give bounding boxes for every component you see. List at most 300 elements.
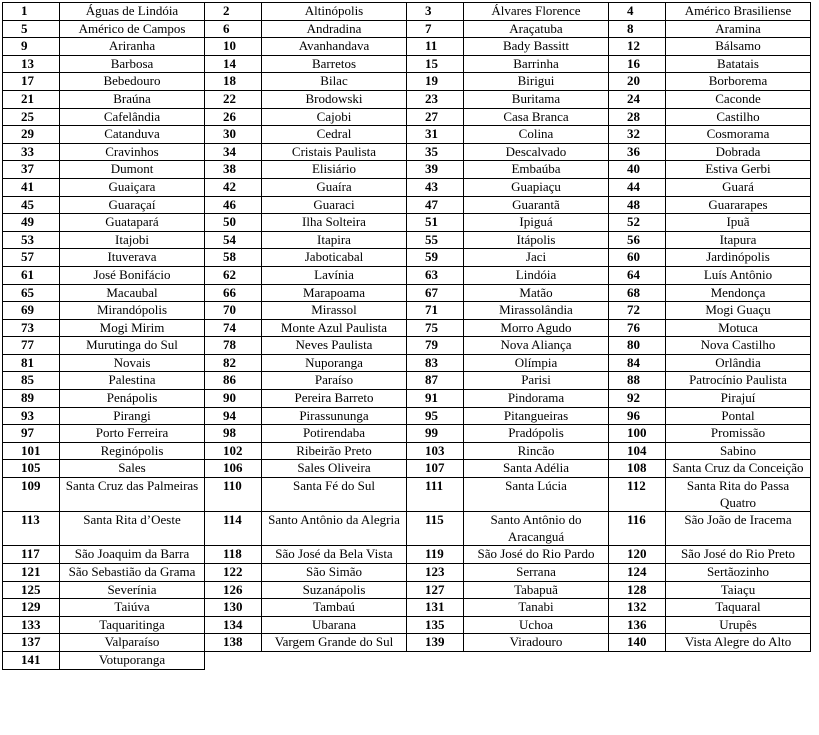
- municipality-number: 77: [3, 337, 60, 355]
- municipality-name: Álvares Florence: [464, 3, 609, 21]
- municipality-number: 11: [407, 38, 464, 56]
- municipality-number: 4: [609, 3, 666, 21]
- municipality-number: 103: [407, 442, 464, 460]
- municipality-name: Ilha Solteira: [262, 214, 407, 232]
- municipality-name: Bálsamo: [666, 38, 811, 56]
- table-row: [3, 20, 811, 38]
- municipality-number: 127: [407, 581, 464, 599]
- municipality-number: 86: [205, 372, 262, 390]
- municipality-number: 109: [3, 478, 60, 512]
- municipality-number: 35: [407, 143, 464, 161]
- municipality-name: Bady Bassitt: [464, 38, 609, 56]
- municipality-name: Santa Cruz das Palmeiras: [60, 478, 205, 512]
- municipality-name: Tabapuã: [464, 581, 609, 599]
- municipality-name: Votuporanga: [60, 651, 205, 669]
- municipality-name: Dobrada: [666, 143, 811, 161]
- municipality-name: Suzanápolis: [262, 581, 407, 599]
- municipality-number: 53: [3, 231, 60, 249]
- municipality-name: São João de Iracema: [666, 512, 811, 546]
- municipality-number: 60: [609, 249, 666, 267]
- table-row: [3, 302, 811, 320]
- municipality-name: Ubarana: [262, 616, 407, 634]
- municipality-number: 13: [3, 55, 60, 73]
- municipality-name: Cajobi: [262, 108, 407, 126]
- municipality-number: 108: [609, 460, 666, 478]
- municipality-name: Santa Adélia: [464, 460, 609, 478]
- municipality-number: 139: [407, 634, 464, 652]
- municipality-number: 66: [205, 284, 262, 302]
- municipality-number: 98: [205, 425, 262, 443]
- municipality-number: 34: [205, 143, 262, 161]
- municipality-name: Pontal: [666, 407, 811, 425]
- municipality-name: Barretos: [262, 55, 407, 73]
- municipality-name: Lindóia: [464, 266, 609, 284]
- municipality-number: 36: [609, 143, 666, 161]
- municipality-name: Sales Oliveira: [262, 460, 407, 478]
- municipality-number: 38: [205, 161, 262, 179]
- table-row: [3, 651, 811, 669]
- municipality-number: 14: [205, 55, 262, 73]
- municipality-name: Américo Brasiliense: [666, 3, 811, 21]
- municipality-number: 69: [3, 302, 60, 320]
- table-row: [3, 178, 811, 196]
- municipality-number: 48: [609, 196, 666, 214]
- municipality-name: Bilac: [262, 73, 407, 91]
- municipality-name: Cristais Paulista: [262, 143, 407, 161]
- municipality-number: 29: [3, 126, 60, 144]
- municipality-number: 90: [205, 390, 262, 408]
- municipality-name: Cedral: [262, 126, 407, 144]
- table-row: [3, 108, 811, 126]
- empty-cell: [609, 651, 811, 669]
- municipality-number: 51: [407, 214, 464, 232]
- municipality-number: 10: [205, 38, 262, 56]
- municipality-name: Guará: [666, 178, 811, 196]
- municipality-name: Altinópolis: [262, 3, 407, 21]
- municipality-name: Nova Aliança: [464, 337, 609, 355]
- municipality-number: 42: [205, 178, 262, 196]
- municipality-number: 37: [3, 161, 60, 179]
- municipality-number: 68: [609, 284, 666, 302]
- municipality-name: Brodowski: [262, 90, 407, 108]
- table-row: [3, 634, 811, 652]
- municipality-name: Santa Rita d’Oeste: [60, 512, 205, 546]
- table-row: [3, 55, 811, 73]
- municipality-name: Guaiçara: [60, 178, 205, 196]
- municipality-number: 93: [3, 407, 60, 425]
- municipality-number: 1: [3, 3, 60, 21]
- municipality-number: 79: [407, 337, 464, 355]
- municipality-name: Motuca: [666, 319, 811, 337]
- table-row: [3, 231, 811, 249]
- municipality-number: 8: [609, 20, 666, 38]
- municipality-number: 33: [3, 143, 60, 161]
- municipality-name: Morro Agudo: [464, 319, 609, 337]
- municipality-name: Casa Branca: [464, 108, 609, 126]
- municipality-number: 44: [609, 178, 666, 196]
- municipality-name: Nova Castilho: [666, 337, 811, 355]
- table-row: [3, 214, 811, 232]
- municipality-name: São Joaquim da Barra: [60, 546, 205, 564]
- municipality-name: Urupês: [666, 616, 811, 634]
- municipality-number: 55: [407, 231, 464, 249]
- table-row: [3, 90, 811, 108]
- municipality-number: 64: [609, 266, 666, 284]
- table-row: [3, 337, 811, 355]
- municipality-name: Sabino: [666, 442, 811, 460]
- municipality-name: Cafelândia: [60, 108, 205, 126]
- municipality-name: Borborema: [666, 73, 811, 91]
- municipality-number: 3: [407, 3, 464, 21]
- municipality-name: Mogi Mirim: [60, 319, 205, 337]
- municipality-name: Tanabi: [464, 599, 609, 617]
- municipality-number: 87: [407, 372, 464, 390]
- municipality-name: Guaraci: [262, 196, 407, 214]
- table-row: [3, 460, 811, 478]
- municipality-number: 43: [407, 178, 464, 196]
- table-row: [3, 38, 811, 56]
- municipality-name: Ribeirão Preto: [262, 442, 407, 460]
- municipality-name: Matão: [464, 284, 609, 302]
- municipality-number: 136: [609, 616, 666, 634]
- municipality-number: 71: [407, 302, 464, 320]
- municipality-name: Porto Ferreira: [60, 425, 205, 443]
- municipality-number: 2: [205, 3, 262, 21]
- municipality-number: 16: [609, 55, 666, 73]
- municipality-name: Santa Fé do Sul: [262, 478, 407, 512]
- table-row: [3, 581, 811, 599]
- municipality-number: 85: [3, 372, 60, 390]
- municipality-name: Itajobi: [60, 231, 205, 249]
- municipality-name: Taiaçu: [666, 581, 811, 599]
- municipality-name: Descalvado: [464, 143, 609, 161]
- table-row: [3, 143, 811, 161]
- municipality-number: 61: [3, 266, 60, 284]
- municipality-table-body: [3, 3, 811, 670]
- table-row: [3, 354, 811, 372]
- municipality-name: Jaboticabal: [262, 249, 407, 267]
- municipality-number: 15: [407, 55, 464, 73]
- table-row: [3, 372, 811, 390]
- municipality-number: 28: [609, 108, 666, 126]
- municipality-name: Itapira: [262, 231, 407, 249]
- municipality-name: Birigui: [464, 73, 609, 91]
- municipality-number: 114: [205, 512, 262, 546]
- table-row: [3, 390, 811, 408]
- municipality-name: São José do Rio Preto: [666, 546, 811, 564]
- municipality-number: 96: [609, 407, 666, 425]
- table-row: [3, 564, 811, 582]
- municipality-name: Neves Paulista: [262, 337, 407, 355]
- municipality-number: 24: [609, 90, 666, 108]
- municipality-number: 67: [407, 284, 464, 302]
- municipality-number: 20: [609, 73, 666, 91]
- municipality-number: 100: [609, 425, 666, 443]
- municipality-name: Águas de Lindóia: [60, 3, 205, 21]
- municipality-name: Luís Antônio: [666, 266, 811, 284]
- municipality-number: 135: [407, 616, 464, 634]
- municipality-name: Lavínia: [262, 266, 407, 284]
- municipality-name: Barrinha: [464, 55, 609, 73]
- municipality-number: 91: [407, 390, 464, 408]
- municipality-name: Promissão: [666, 425, 811, 443]
- municipality-number: 120: [609, 546, 666, 564]
- municipality-number: 106: [205, 460, 262, 478]
- municipality-name: Orlândia: [666, 354, 811, 372]
- municipality-number: 63: [407, 266, 464, 284]
- municipality-number: 116: [609, 512, 666, 546]
- empty-cell: [407, 651, 609, 669]
- municipality-name: Murutinga do Sul: [60, 337, 205, 355]
- municipality-number: 40: [609, 161, 666, 179]
- municipality-number: 128: [609, 581, 666, 599]
- municipality-number: 26: [205, 108, 262, 126]
- municipality-number: 129: [3, 599, 60, 617]
- municipality-number: 47: [407, 196, 464, 214]
- municipality-name: Macaubal: [60, 284, 205, 302]
- table-row: [3, 161, 811, 179]
- municipality-name: Mirassol: [262, 302, 407, 320]
- municipality-name: Guaíra: [262, 178, 407, 196]
- empty-cell: [205, 651, 407, 669]
- municipality-name: Viradouro: [464, 634, 609, 652]
- table-row: [3, 478, 811, 512]
- municipality-number: 22: [205, 90, 262, 108]
- municipality-number: 5: [3, 20, 60, 38]
- municipality-name: Mendonça: [666, 284, 811, 302]
- municipality-name: Penápolis: [60, 390, 205, 408]
- municipality-number: 124: [609, 564, 666, 582]
- municipality-name: Reginópolis: [60, 442, 205, 460]
- municipality-number: 46: [205, 196, 262, 214]
- municipality-number: 78: [205, 337, 262, 355]
- municipality-number: 72: [609, 302, 666, 320]
- table-row: [3, 407, 811, 425]
- municipality-number: 133: [3, 616, 60, 634]
- municipality-number: 134: [205, 616, 262, 634]
- municipality-number: 65: [3, 284, 60, 302]
- municipality-name: Buritama: [464, 90, 609, 108]
- municipality-name: Potirendaba: [262, 425, 407, 443]
- municipality-number: 83: [407, 354, 464, 372]
- municipality-name: São José do Rio Pardo: [464, 546, 609, 564]
- municipality-number: 95: [407, 407, 464, 425]
- municipality-number: 25: [3, 108, 60, 126]
- municipality-number: 121: [3, 564, 60, 582]
- municipality-name: Olímpia: [464, 354, 609, 372]
- municipality-name: José Bonifácio: [60, 266, 205, 284]
- municipality-number: 92: [609, 390, 666, 408]
- municipality-name: Santa Lúcia: [464, 478, 609, 512]
- municipality-number: 75: [407, 319, 464, 337]
- municipality-number: 125: [3, 581, 60, 599]
- municipality-number: 57: [3, 249, 60, 267]
- municipality-name: Castilho: [666, 108, 811, 126]
- municipality-name: Mirandópolis: [60, 302, 205, 320]
- municipality-number: 52: [609, 214, 666, 232]
- municipality-number: 32: [609, 126, 666, 144]
- municipality-name: Braúna: [60, 90, 205, 108]
- municipality-name: Mogi Guaçu: [666, 302, 811, 320]
- municipality-name: Elisiário: [262, 161, 407, 179]
- municipality-number: 73: [3, 319, 60, 337]
- municipality-number: 45: [3, 196, 60, 214]
- municipality-table: [2, 2, 811, 670]
- municipality-name: Guaraçaí: [60, 196, 205, 214]
- municipality-name: Uchoa: [464, 616, 609, 634]
- municipality-name: Santa Cruz da Conceição: [666, 460, 811, 478]
- municipality-number: 19: [407, 73, 464, 91]
- municipality-number: 27: [407, 108, 464, 126]
- table-row: [3, 284, 811, 302]
- municipality-name: Avanhandava: [262, 38, 407, 56]
- municipality-name: Santo Antônio da Alegria: [262, 512, 407, 546]
- table-row: [3, 73, 811, 91]
- municipality-name: Taquaritinga: [60, 616, 205, 634]
- municipality-name: Aramina: [666, 20, 811, 38]
- municipality-number: 138: [205, 634, 262, 652]
- municipality-name: Barbosa: [60, 55, 205, 73]
- municipality-name: Jardinópolis: [666, 249, 811, 267]
- municipality-name: Marapoama: [262, 284, 407, 302]
- municipality-name: Pradópolis: [464, 425, 609, 443]
- municipality-name: Guararapes: [666, 196, 811, 214]
- municipality-name: Nuporanga: [262, 354, 407, 372]
- municipality-name: Palestina: [60, 372, 205, 390]
- municipality-number: 50: [205, 214, 262, 232]
- municipality-name: Batatais: [666, 55, 811, 73]
- municipality-number: 126: [205, 581, 262, 599]
- municipality-number: 6: [205, 20, 262, 38]
- municipality-name: Mirassolândia: [464, 302, 609, 320]
- municipality-number: 84: [609, 354, 666, 372]
- municipality-name: Sales: [60, 460, 205, 478]
- municipality-number: 62: [205, 266, 262, 284]
- municipality-number: 97: [3, 425, 60, 443]
- table-row: [3, 126, 811, 144]
- municipality-name: Américo de Campos: [60, 20, 205, 38]
- municipality-number: 49: [3, 214, 60, 232]
- municipality-number: 58: [205, 249, 262, 267]
- municipality-name: Itapura: [666, 231, 811, 249]
- municipality-number: 117: [3, 546, 60, 564]
- municipality-name: Ipiguá: [464, 214, 609, 232]
- municipality-name: Patrocínio Paulista: [666, 372, 811, 390]
- table-row: [3, 266, 811, 284]
- municipality-name: Vargem Grande do Sul: [262, 634, 407, 652]
- municipality-name: Estiva Gerbi: [666, 161, 811, 179]
- municipality-name: Guatapará: [60, 214, 205, 232]
- municipality-number: 110: [205, 478, 262, 512]
- municipality-name: Guapiaçu: [464, 178, 609, 196]
- municipality-number: 9: [3, 38, 60, 56]
- municipality-number: 141: [3, 651, 60, 669]
- table-row: [3, 425, 811, 443]
- municipality-number: 82: [205, 354, 262, 372]
- municipality-number: 18: [205, 73, 262, 91]
- municipality-number: 137: [3, 634, 60, 652]
- municipality-number: 59: [407, 249, 464, 267]
- municipality-name: Embaúba: [464, 161, 609, 179]
- municipality-number: 122: [205, 564, 262, 582]
- municipality-number: 81: [3, 354, 60, 372]
- municipality-number: 31: [407, 126, 464, 144]
- municipality-name: Colina: [464, 126, 609, 144]
- table-row: [3, 3, 811, 21]
- municipality-name: Severínia: [60, 581, 205, 599]
- municipality-number: 132: [609, 599, 666, 617]
- municipality-number: 74: [205, 319, 262, 337]
- municipality-name: Ituverava: [60, 249, 205, 267]
- municipality-number: 23: [407, 90, 464, 108]
- municipality-name: Santa Rita do Passa Quatro: [666, 478, 811, 512]
- municipality-number: 89: [3, 390, 60, 408]
- municipality-name: Rincão: [464, 442, 609, 460]
- municipality-name: Andradina: [262, 20, 407, 38]
- municipality-name: Cravinhos: [60, 143, 205, 161]
- municipality-name: Pitangueiras: [464, 407, 609, 425]
- table-row: [3, 196, 811, 214]
- municipality-name: São José da Bela Vista: [262, 546, 407, 564]
- municipality-number: 101: [3, 442, 60, 460]
- municipality-number: 140: [609, 634, 666, 652]
- municipality-name: Paraíso: [262, 372, 407, 390]
- municipality-number: 119: [407, 546, 464, 564]
- municipality-name: Tambaú: [262, 599, 407, 617]
- municipality-number: 105: [3, 460, 60, 478]
- municipality-number: 113: [3, 512, 60, 546]
- municipality-name: Pindorama: [464, 390, 609, 408]
- municipality-number: 123: [407, 564, 464, 582]
- municipality-name: Bebedouro: [60, 73, 205, 91]
- municipality-number: 39: [407, 161, 464, 179]
- municipality-number: 102: [205, 442, 262, 460]
- municipality-number: 111: [407, 478, 464, 512]
- municipality-number: 76: [609, 319, 666, 337]
- municipality-number: 130: [205, 599, 262, 617]
- municipality-number: 94: [205, 407, 262, 425]
- table-row: [3, 546, 811, 564]
- municipality-number: 7: [407, 20, 464, 38]
- municipality-number: 115: [407, 512, 464, 546]
- table-row: [3, 616, 811, 634]
- municipality-name: Pirangi: [60, 407, 205, 425]
- municipality-name: Dumont: [60, 161, 205, 179]
- municipality-name: Catanduva: [60, 126, 205, 144]
- municipality-name: Taiúva: [60, 599, 205, 617]
- municipality-name: Santo Antônio do Aracanguá: [464, 512, 609, 546]
- municipality-number: 56: [609, 231, 666, 249]
- municipality-name: Guarantã: [464, 196, 609, 214]
- municipality-name: Pirassununga: [262, 407, 407, 425]
- municipality-number: 112: [609, 478, 666, 512]
- municipality-name: Pereira Barreto: [262, 390, 407, 408]
- municipality-number: 99: [407, 425, 464, 443]
- municipality-number: 104: [609, 442, 666, 460]
- municipality-number: 88: [609, 372, 666, 390]
- municipality-name: São Simão: [262, 564, 407, 582]
- municipality-name: Cosmorama: [666, 126, 811, 144]
- municipality-number: 30: [205, 126, 262, 144]
- municipality-number: 41: [3, 178, 60, 196]
- municipality-number: 118: [205, 546, 262, 564]
- table-row: [3, 442, 811, 460]
- table-row: [3, 249, 811, 267]
- municipality-number: 80: [609, 337, 666, 355]
- municipality-name: Araçatuba: [464, 20, 609, 38]
- municipality-name: São Sebastião da Grama: [60, 564, 205, 582]
- municipality-name: Itápolis: [464, 231, 609, 249]
